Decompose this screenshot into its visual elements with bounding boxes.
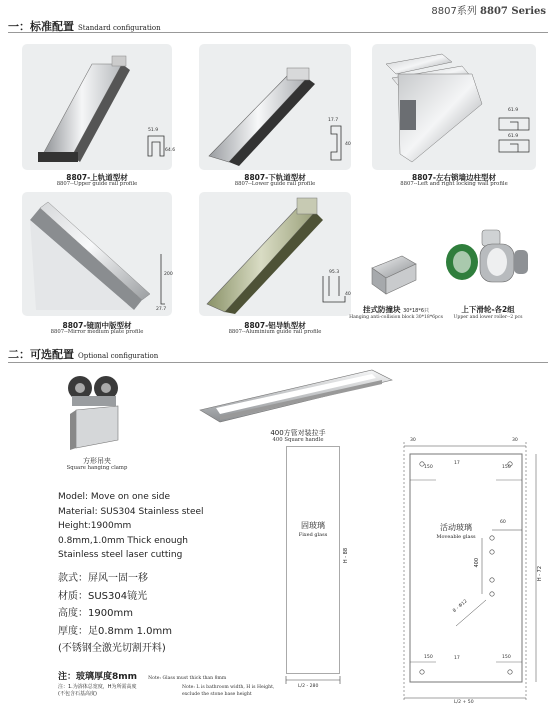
locking-wall-caption: 8807-左右锁墙边柱型材 [412,173,496,182]
roller-image [440,226,536,298]
dim-top-left: 150 [424,465,433,470]
dim-hole-spec: 8 - Φ12 [452,599,469,614]
mirror-plate-caption: 8807-镜面中版型材 [62,321,132,330]
dim-left-offset: 30 [410,438,416,443]
handle-caption: 400方管对装拉手 [270,429,326,437]
spec-cn-thickness: 厚度：足0.8mm 1.0mm [58,625,172,637]
dim-width: 17.7 [328,118,339,123]
aluminium-rail-caption: 8807-铝导轨型材 [244,321,306,330]
divider [8,32,548,33]
spec-thickness: 0.8mm,1.0mm Thick enough [58,535,189,546]
fixed-glass-width: L/2 - 280 [298,684,319,689]
section-title-optional: 二：可选配置 Optional configuration [8,348,159,361]
fixed-glass-panel [286,446,340,674]
roller-caption-en: Upper and lower roller--2 pcs [453,315,523,320]
spec-cn-style: 款式：屏风一固一移 [58,573,148,584]
spec-material: Material: SUS304 Stainless steel [58,506,204,517]
fixed-glass-label-en: Fixed glass [298,532,328,538]
dim-width-top: 61.9 [508,108,519,113]
dim-width: 51.9 [148,128,159,133]
dim-top-right: 150 [502,465,511,470]
specs-cn [58,570,172,658]
dim-bottom-left: 150 [424,655,433,660]
specs-en [58,490,204,563]
size-note-cn: 注：1.为浴体总宽度，H为所需高度 (不包含石基高度) [58,684,137,697]
upper-rail-caption: 8807-上轨道型材 [66,173,128,182]
square-handle-image [196,366,396,426]
aluminium-rail-tile [199,192,351,316]
dim-handle-offset: 60 [500,520,506,525]
clamp-caption-en: Square hanging clamp [66,465,128,471]
dim-width: 95.3 [329,270,340,275]
dim-height: 64.6 [165,148,176,153]
fixed-glass-label: 固玻璃 [301,521,325,530]
upper-rail-tile [22,44,176,170]
dim-height: 200 [164,272,173,277]
anti-collision-block-image [366,248,422,298]
dim-bottom-hole: 17 [454,656,460,661]
mirror-plate-caption-en: 8807--Mirror medium plate profile [50,329,144,335]
aluminium-rail-caption-en: 8807--Aluminium guide rail profile [228,329,322,335]
divider [8,362,548,363]
handle-caption-en: 400 Square handle [272,437,324,443]
anti-collision-caption: 挂式防撞块 30*18*6只 [362,305,430,314]
spec-height: Height:1900mm [58,521,132,532]
dim-width: 27.7 [156,307,167,312]
spec-cn-cutting: (不锈钢全激光切割开料) [58,643,166,654]
clamp-caption: 方形吊夹 [83,457,111,465]
glass-note: 注：玻璃厚度8mm Note: Glass must thick than 8mm [58,672,227,682]
locking-wall-tile [372,44,536,170]
moveable-glass-label-en: Moveable glass [436,534,476,540]
series-title: 8807系列 8807 Series [431,6,546,17]
fixed-glass-height: H - 88 [343,548,349,564]
mirror-plate-profile-drawing [156,250,170,310]
section-title-standard: 一：标准配置 Standard configuration [8,20,161,33]
spec-cn-height: 高度：1900mm [58,608,133,619]
size-note-en: Note: L is bathroom width, H is Height, exclude the stone base height [182,685,275,697]
moveable-glass-height: H - 72 [537,566,543,582]
roller-caption: 上下滑轮-各2组 [461,305,515,314]
dim-height: 40 [345,142,351,147]
lower-rail-profile-drawing [325,122,347,166]
locking-wall-caption-en: 8807--Left and right locking wall profile [400,181,508,187]
moveable-glass-drawing [396,440,546,706]
spec-model: Model: Move on one side [58,492,171,502]
anti-collision-caption-en: Hanging anti-collision block 30*18*6pcs [349,315,443,320]
dim-handle-length: 400 [474,558,480,568]
moveable-glass-width: L/2 + 50 [454,700,474,705]
dim-width-bottom: 61.9 [508,134,519,139]
moveable-glass-label: 活动玻璃 [440,523,472,532]
dim-bottom-right: 150 [502,655,511,660]
dim-height: 40 [345,292,351,297]
lower-rail-caption: 8807-下轨道型材 [244,173,306,182]
upper-rail-caption-en: 8807--Upper guide rail profile [56,181,138,187]
mirror-plate-tile [22,192,172,316]
mirror-plate-image [22,192,172,316]
lower-rail-tile [199,44,351,170]
spec-cn-material: 材质：SUS304镜光 [58,590,148,602]
dim-top-hole: 17 [454,461,460,466]
spec-cutting: Stainless steel laser cutting [58,550,183,561]
aluminium-rail-profile-drawing [319,272,349,308]
hanging-clamp-image [62,370,132,454]
upper-rail-profile-drawing [144,132,170,160]
lower-rail-caption-en: 8807--Lower guide rail profile [234,181,316,187]
dim-right-offset: 30 [512,438,518,443]
